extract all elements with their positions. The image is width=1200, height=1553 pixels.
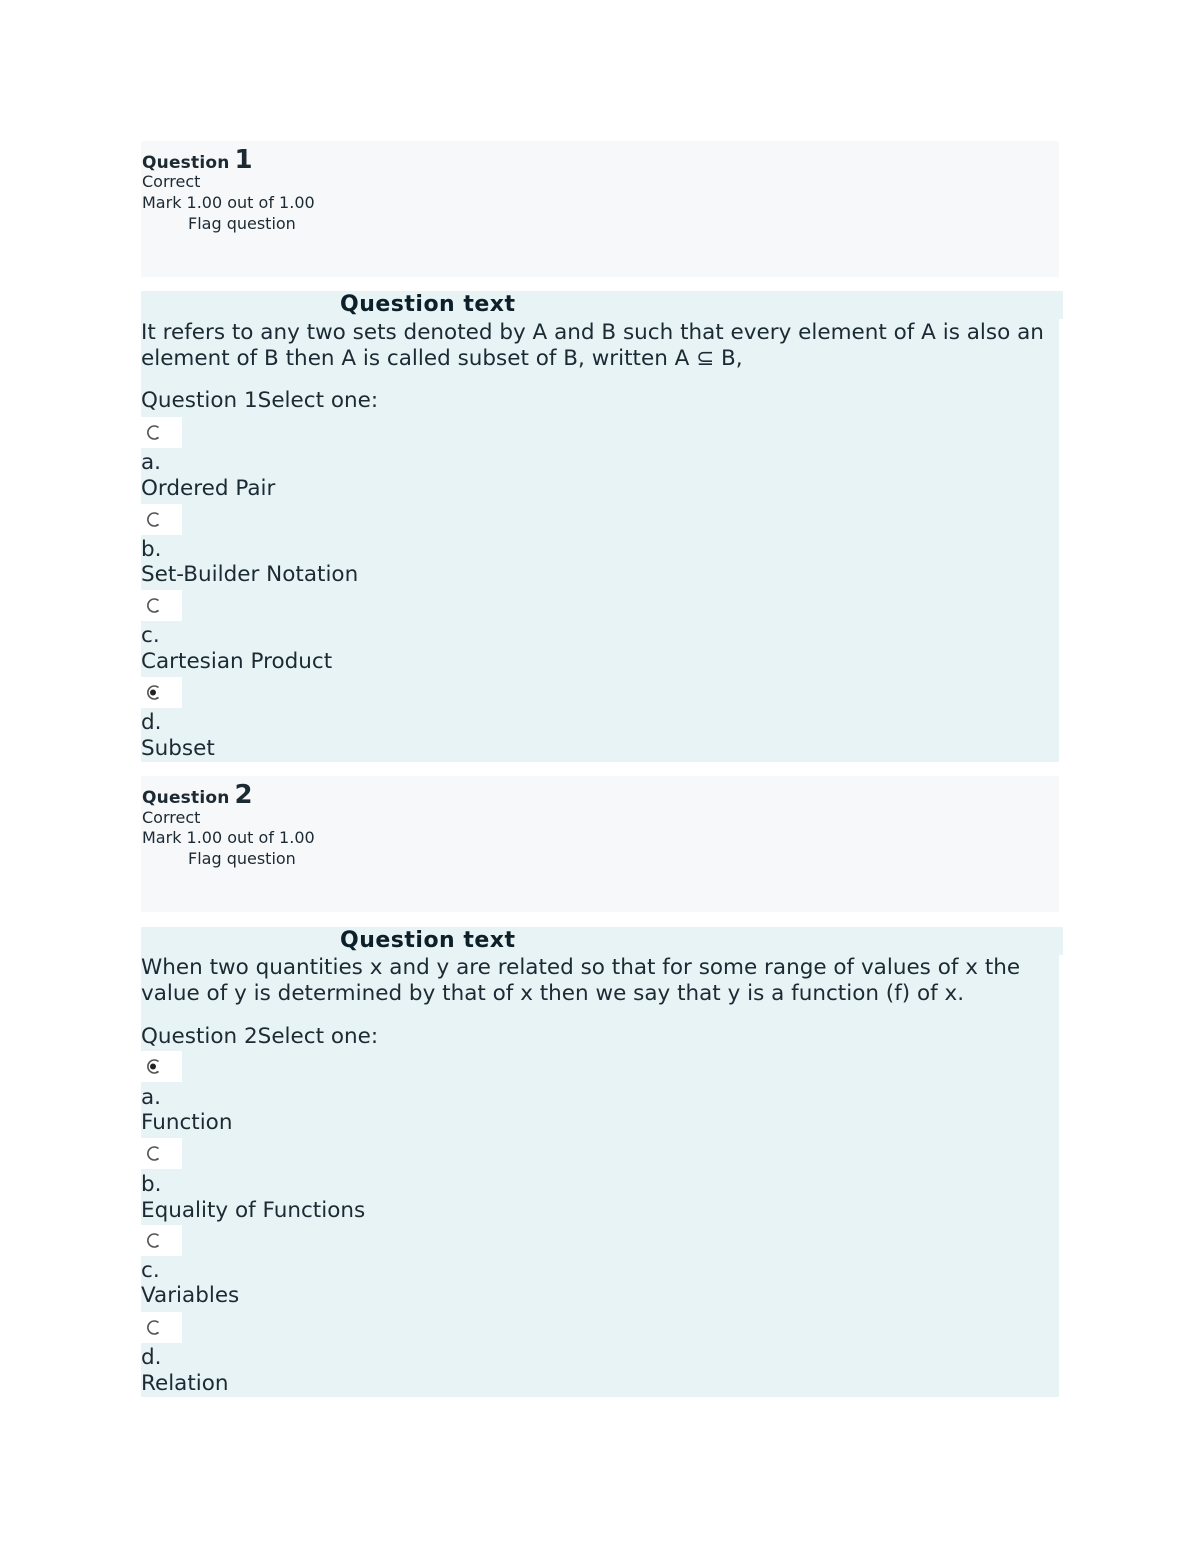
option-label[interactable]: Function [141,1110,233,1135]
select-one-prompt: Question 2Select one: [141,1024,379,1049]
question-heading [142,780,253,810]
option-label[interactable]: Set-Builder Notation [141,562,359,587]
option-label[interactable]: Variables [141,1283,240,1308]
question-label: Question [142,153,230,173]
flag-question-link[interactable]: Flag question [188,214,296,233]
question-label: Question [142,788,230,808]
option-letter: c. [141,1258,160,1283]
question-content-1 [141,291,1059,762]
radio-unchecked-icon [145,510,163,530]
radio-checked-icon [145,1057,163,1077]
option-letter: b. [141,1172,162,1197]
question-info-1 [141,141,1059,277]
option-label[interactable]: Ordered Pair [141,476,276,501]
question-content-2 [141,927,1059,1397]
question-mark: Mark 1.00 out of 1.00 [142,193,315,212]
radio-option-d[interactable] [141,677,182,708]
option-label[interactable]: Subset [141,736,215,761]
select-one-prompt: Question 1Select one: [141,388,379,413]
radio-option-c[interactable] [141,590,182,621]
radio-option-b[interactable] [141,504,182,535]
option-letter: d. [141,710,162,735]
radio-option-c[interactable] [141,1225,182,1256]
question-info-2 [141,776,1059,912]
radio-option-a[interactable] [141,1051,182,1082]
radio-option-a[interactable] [141,417,182,448]
option-letter: a. [141,1085,162,1110]
radio-option-b[interactable] [141,1138,182,1169]
radio-unchecked-icon [145,423,163,443]
option-letter: a. [141,450,162,475]
question-number: 1 [234,145,253,175]
radio-unchecked-icon [145,596,163,616]
radio-unchecked-icon [145,1318,163,1338]
option-label[interactable]: Cartesian Product [141,649,333,674]
radio-unchecked-icon [145,1231,163,1251]
option-label[interactable]: Equality of Functions [141,1198,366,1223]
option-letter: b. [141,537,162,562]
question-status: Correct [142,808,201,827]
option-letter: d. [141,1345,162,1370]
radio-option-d[interactable] [141,1312,182,1343]
radio-checked-icon [145,683,163,703]
question-text: When two quantities x and y are related so that for some range of values of x the value of y is determined by that of x then we say that y is a function (f) of x. [141,955,1021,1006]
question-number: 2 [234,780,253,810]
question-text: It refers to any two sets denoted by A and B such that every element of A is also an element of B then A is called subset of B, written A ⊆ B, [141,320,1044,371]
question-heading [142,145,253,175]
question-status: Correct [142,172,201,191]
radio-unchecked-icon [145,1144,163,1164]
flag-question-link[interactable]: Flag question [188,849,296,868]
question-mark: Mark 1.00 out of 1.00 [142,828,315,847]
option-label[interactable]: Relation [141,1371,229,1396]
option-letter: c. [141,623,160,648]
question-text-heading: Question text [340,291,1063,319]
question-text-heading: Question text [340,927,1063,955]
